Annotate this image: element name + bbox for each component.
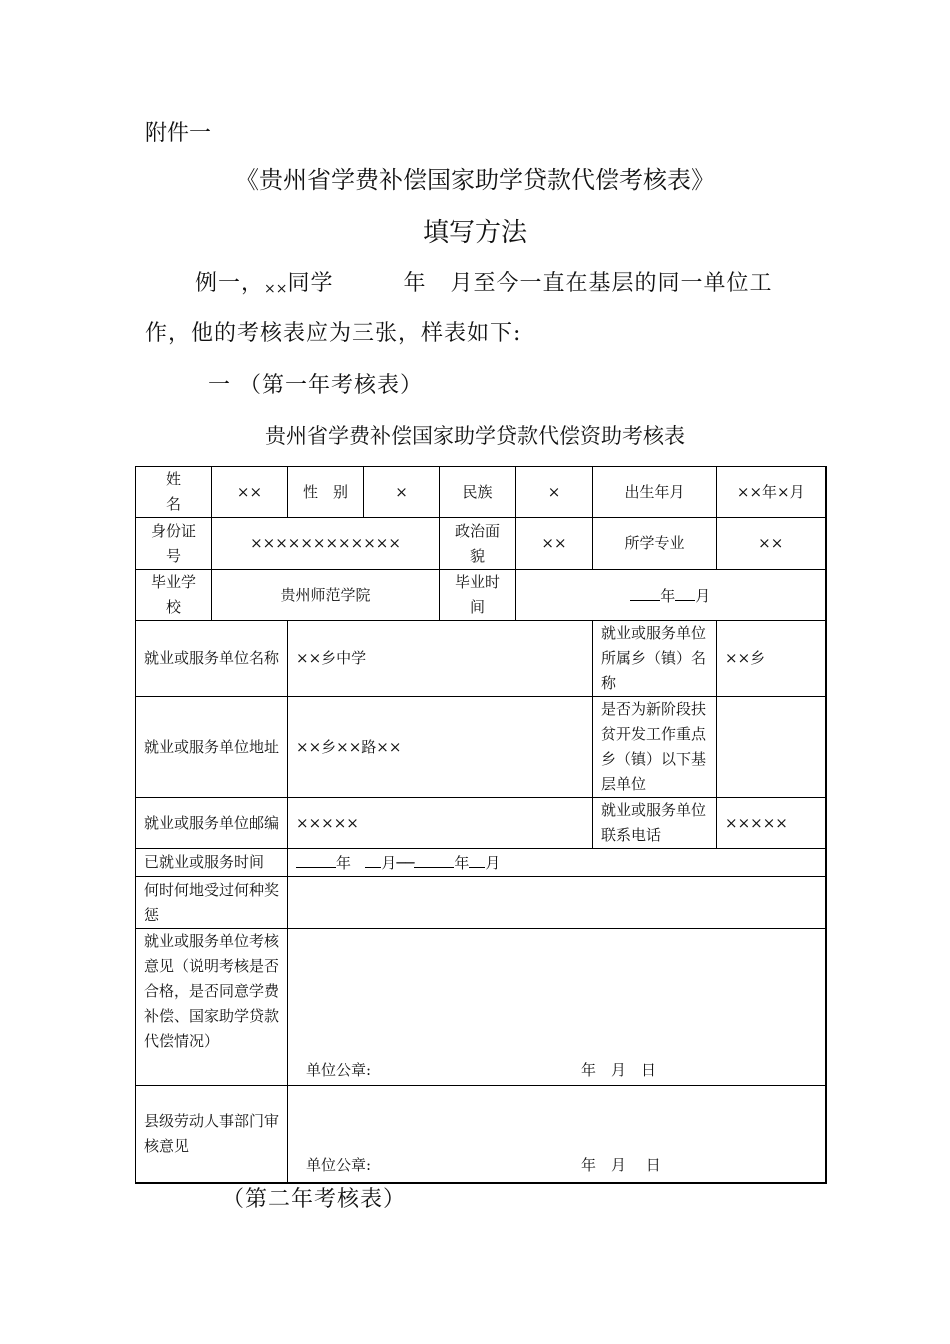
postcode-label: 就业或服务单位邮编: [136, 798, 288, 849]
birth-label: 出生年月: [593, 467, 717, 518]
service-time-value: 年 月── 年 月: [288, 849, 826, 877]
gender-label: 性 别: [288, 467, 364, 518]
unit-date: 年 月 日: [581, 1061, 657, 1079]
unit-town-value: ××乡: [717, 621, 826, 697]
id-label: 身份证 号: [136, 518, 212, 570]
attachment-label: 附件一: [145, 121, 212, 146]
assessment-form: [135, 466, 827, 1184]
county-date: 年 月 日: [581, 1156, 661, 1174]
unit-opinion-value: [288, 929, 826, 1086]
unit-opinion-label: 就业或服务单位考核意见（说明考核是否合格，是否同意学费补偿、国家助学贷款代偿情况）: [136, 929, 288, 1086]
poverty-unit-value: [717, 697, 826, 798]
unit-address-value: ××乡××路××: [288, 697, 593, 798]
section-second-year: （第二年考核表）: [222, 1187, 407, 1212]
poverty-unit-label: 是否为新阶段扶贫开发工作重点乡（镇）以下基层单位: [593, 697, 717, 798]
postcode-value: ×××××: [288, 798, 593, 849]
intro-line-1: 例一，××同学 年 月至今一直在基层的同一单位工: [195, 271, 773, 297]
reward-label: 何时何地受过何种奖惩: [136, 877, 288, 929]
document-subtitle: 填写方法: [422, 218, 527, 248]
unit-address-label: 就业或服务单位地址: [136, 697, 288, 798]
form-title: 贵州省学费补偿国家助学贷款代偿资助考核表: [265, 424, 685, 448]
major-label: 所学专业: [593, 518, 717, 570]
major-value: ××: [717, 518, 826, 570]
reward-value: [288, 877, 826, 929]
ethnicity-label: 民族: [440, 467, 516, 518]
grad-time-value: 年 月: [516, 570, 826, 621]
grad-time-label: 毕业时 间: [440, 570, 516, 621]
birth-value: ××年×月: [717, 467, 826, 518]
phone-value: ×××××: [717, 798, 826, 849]
school-label: 毕业学 校: [136, 570, 212, 621]
name-label: 姓 名: [136, 467, 212, 518]
intro-line-2: 作，他的考核表应为三张，样表如下:: [145, 321, 522, 346]
document-title: 《贵州省学费补偿国家助学贷款代偿考核表》: [235, 166, 715, 194]
gender-value: ×: [364, 467, 440, 518]
politics-label: 政治面 貌: [440, 518, 516, 570]
unit-seal-label: 单位公章:: [306, 1061, 372, 1079]
unit-name-value: ××乡中学: [288, 621, 593, 697]
id-value: ××××××××××××: [212, 518, 440, 570]
county-opinion-value: [288, 1086, 826, 1184]
unit-town-label: 就业或服务单位所属乡（镇）名称: [593, 621, 717, 697]
service-time-label: 已就业或服务时间: [136, 849, 288, 877]
county-opinion-label: 县级劳动人事部门审核意见: [136, 1086, 288, 1184]
phone-label: 就业或服务单位联系电话: [593, 798, 717, 849]
politics-value: ××: [516, 518, 593, 570]
section-first-year: 一 （第一年考核表）: [208, 373, 423, 398]
unit-name-label: 就业或服务单位名称: [136, 621, 288, 697]
school-value: 贵州师范学院: [212, 570, 440, 621]
county-seal-label: 单位公章:: [306, 1156, 372, 1174]
name-value: ××: [212, 467, 288, 518]
ethnicity-value: ×: [516, 467, 593, 518]
